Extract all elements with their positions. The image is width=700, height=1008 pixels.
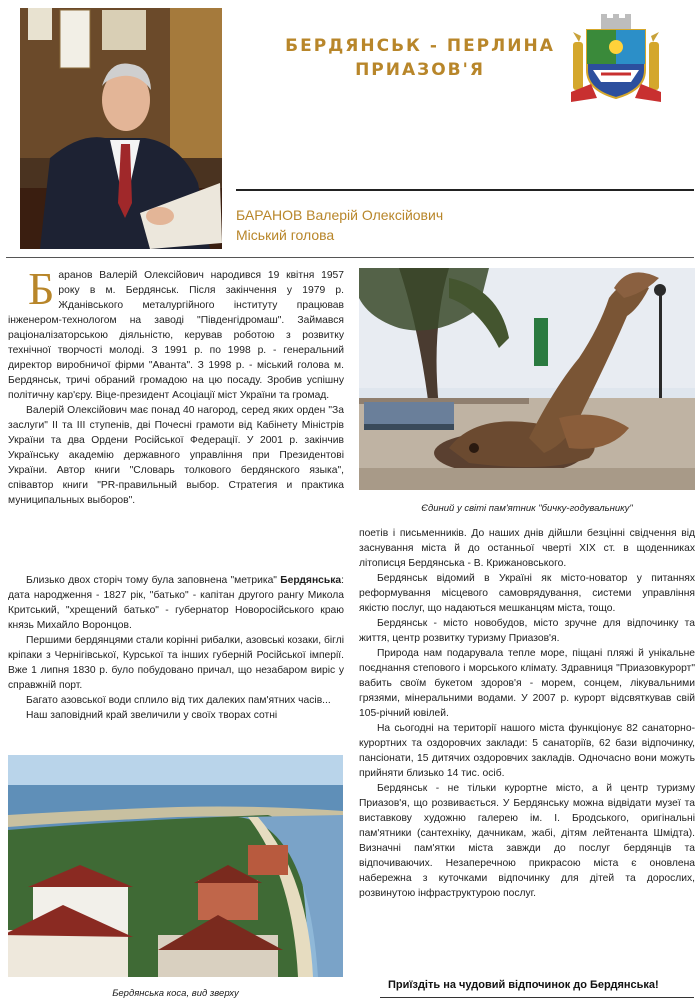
right-paragraph-continued: поетів і письменників. До наших днів дійшли безцінні свідчення від заснування міста й до останньої чверті XIX ст. в щоденниках літописця Бердянська - В. Крижановського. (359, 528, 695, 569)
fish-photo-caption: Єдиний у світі пам'ятник "бичку-годувальнику" (421, 503, 633, 514)
header-divider (236, 189, 694, 191)
page-title (236, 34, 604, 82)
article-left-column-bottom (8, 573, 344, 723)
right-paragraph-1: Бердянськ відомий в Україні як місто-новатор у питаннях реформування місцевого самоврядування, системи управління якістю послуг, що надаються мешканцям міста, тощо. (359, 573, 695, 614)
city-name-bold: Бердянська (280, 575, 342, 586)
coast-aerial-photo (8, 755, 343, 977)
page-title-line1: БЕРДЯНСЬК - ПЕРЛИНА (285, 36, 555, 56)
right-paragraph-3: Природа нам подарувала тепле море, піщані пляжі й унікальне поєднання степового і морського клімату. Здравниця "Приазовкурорт" вабить своїм букетом здоров'я - морем, сонцем, лікувальними грязями, мінеральними водами. У 2007 р. курорт відсвяткував свій 105-річний ювілей. (359, 648, 695, 719)
mayor-position: Міський голова (236, 227, 335, 243)
invitation-line: Приїздіть на чудовий відпочинок до Бердянська! (388, 979, 659, 991)
history-paragraph-3: Багато азовської води сплило від тих далеких пам'ятних часів... (26, 695, 331, 706)
history-lead: Близько двох сторіч тому була заповнена "метрика" (26, 575, 277, 586)
section-divider (6, 257, 694, 258)
bottom-divider (380, 997, 694, 998)
right-paragraph-4: На сьогодні на території нашого міста функціонує 82 санаторно-курортних та оздоровчих заклади: 5 санаторіїв, 62 бази відпочинку, пансіонати, 15 дитячих оздоровчих закладів. Одночасно вони можуть прийняти близько 14 тис. осіб. (359, 723, 695, 779)
bio-paragraph-2: Валерій Олексійович має понад 40 нагород, серед яких орден "За заслуги" II та III ступенів, дві Почесні грамоти від Кабінету Міністрів України та два Ордени Російської Федерації. У 2001 р. закінчив Українську академію державного управління при Президентові України. Автор книги "Словарь толкового бердянского языка", співавтор книги "PR-правильный выбор. Стратегия и практика муниципальных выборов". (8, 405, 344, 506)
coast-photo-caption: Бердянська коса, вид зверху (112, 988, 239, 999)
mayor-portrait-photo (20, 8, 222, 249)
history-paragraph-1 (8, 573, 344, 633)
fish-monument-photo (359, 268, 695, 490)
history-rest: : дата народження - 1827 рік, "батько" - капітан другого рангу Микола Критський, "хрещений батько" - губернатор Новоросійського краю князь Михайло Воронцов. (8, 575, 344, 631)
history-paragraph-4: Наш заповідний край звеличили у своїх творах сотні (26, 710, 278, 721)
article-left-column-top (8, 263, 344, 508)
right-paragraph-2: Бердянськ - місто новобудов, місто зручне для відпочинку та життя, центр розвитку туризму Приазов'я. (359, 618, 695, 644)
mayor-name: БАРАНОВ Валерій Олексійович (236, 207, 444, 223)
city-coat-of-arms-icon (571, 12, 661, 102)
article-right-column (359, 526, 695, 901)
bio-paragraph-1-text: аранов Валерій Олексійович народився 19 квітня 1957 року в м. Бердянськ. Після закінчення у 1979 р. Жданівського металургійного інституту працював інженером-технологом на заводі "Південгідромаш". Займався раціоналізаторською діяльністю, керував роботою з розвитку технічної творчості молоді. З 1991 р. по 1998 р. - генеральний директор виробничої фірми "Аванта". З 1998 р. - міський голова м. Бердянськ, тричі обраний громадою на цю посаду. Зробив успішну політичну кар'єру. Віце-президент Асоціації міст України та громад. (8, 270, 344, 401)
right-paragraph-5: Бердянськ - не тільки курортне місто, а й центр туризму Приазов'я, що розвивається. У Бердянську можна відвідати музеї та виставкову художню галерею ім. І. Бродського, оригінальні пам'ятники (сантехніку, дачникам, жабі, дітям лейтенанта Шмідта). Визначні пам'ятки міста завжди до послуг бердянців та відпочиваючих. Незаперечною прикрасою міста є оновлена набережна з куточками відпочинку для дітей та дорослих, розвинутою інфраструктурою послуг. (359, 783, 695, 899)
history-paragraph-2: Першими бердянцями стали корінні рибалки, азовські козаки, біглі кріпаки з Чернігівської, Курської та інших губерній Російської імперії. Вже 1 липня 1830 р. було побудовано причал, що незабаром виріс у справжній порт. (8, 635, 344, 691)
bio-paragraph-1 (8, 263, 344, 403)
drop-cap: Б (28, 263, 55, 314)
page-title-line2: ПРИАЗОВ'Я (355, 60, 485, 80)
